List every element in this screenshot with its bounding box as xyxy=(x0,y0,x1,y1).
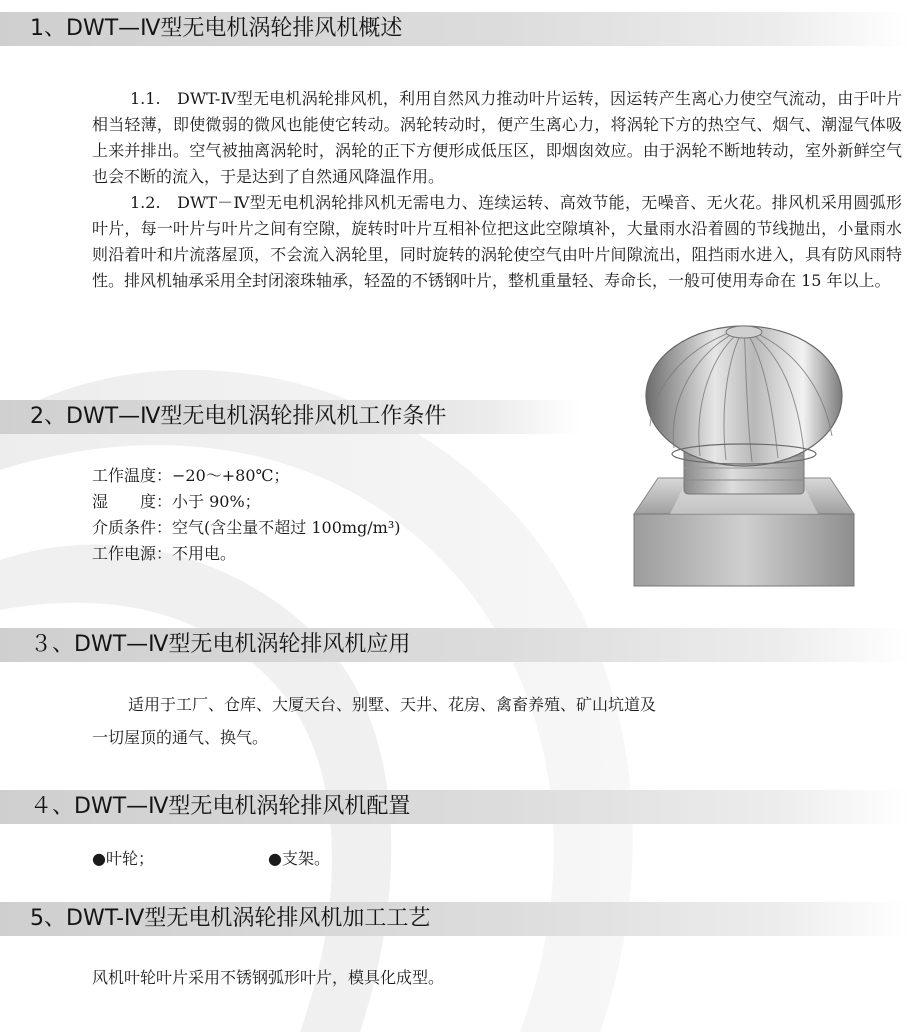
section-title: 2、DWT—Ⅳ型无电机涡轮排风机工作条件 xyxy=(30,404,447,429)
section-title: 5、DWT-Ⅳ型无电机涡轮排风机加工工艺 xyxy=(30,906,431,931)
section-header-working-conditions xyxy=(0,400,580,434)
process-text: 风机叶轮叶片采用不锈钢弧形叶片，模具化成型。 xyxy=(92,968,445,987)
section-header-configuration xyxy=(0,790,910,824)
condition-medium: 介质条件：空气(含尘量不超过 100mg/m³) xyxy=(92,518,401,537)
overview-paragraph-1: 1.1. DWT-Ⅳ型无电机涡轮排风机，利用自然风力推动叶片运转，因运转产生离心力使空气流动，由于叶片相当轻薄，即使微弱的微风也能使它转动。涡轮转动时，便产生离心力，将涡轮下方的热空气、烟气、潮湿气体吸上来并排出。空气被抽离涡轮时，涡轮的正下方便形成低压区，即烟囱效应。由于涡轮不断地转动，室外新鲜空气也会不断的流入，于是达到了自然通风降温作用。 xyxy=(92,89,902,186)
section-title: ４、DWT—Ⅳ型无电机涡轮排风机配置 xyxy=(30,794,411,819)
turbine-ventilator-image xyxy=(628,318,860,602)
config-item-impeller: ●叶轮； xyxy=(92,849,154,868)
section-title: ３、DWT—Ⅳ型无电机涡轮排风机应用 xyxy=(30,632,411,657)
config-item-bracket: ●支架。 xyxy=(268,849,330,868)
section-header-application xyxy=(0,628,910,662)
condition-humidity: 湿 度：小于 90%； xyxy=(92,492,261,511)
section-header-process xyxy=(0,902,910,936)
overview-paragraph-2: 1.2. DWT－Ⅳ型无电机涡轮排风机无需电力、连续运转、高效节能，无噪音、无火花。排风机采用圆弧形叶片，每一叶片与叶片之间有空隙，旋转时叶片互相补位把这此空隙填补，大量雨水沿着圆的节线抛出，小量雨水则沿着叶和片流落屋顶，不会流入涡轮里，同时旋转的涡轮使空气由叶片间隙流出，阻挡雨水进入，具有防风雨特性。排风机轴承采用全封闭滚珠轴承，轻盈的不锈钢叶片，整机重量轻、寿命长，一般可使用寿命在 15 年以上。 xyxy=(92,193,902,290)
working-conditions-list xyxy=(92,463,401,567)
application-line-2: 一切屋顶的通气、换气。 xyxy=(92,728,269,747)
condition-power: 工作电源：不用电。 xyxy=(92,544,237,563)
section-header-overview xyxy=(0,12,910,46)
condition-temperature: 工作温度：−20～+80℃； xyxy=(92,466,290,485)
application-line-1: 适用于工厂、仓库、大厦天台、别墅、天井、花房、禽畜养殖、矿山坑道及 xyxy=(128,695,657,714)
section-title: 1、DWT—Ⅳ型无电机涡轮排风机概述 xyxy=(30,16,403,41)
